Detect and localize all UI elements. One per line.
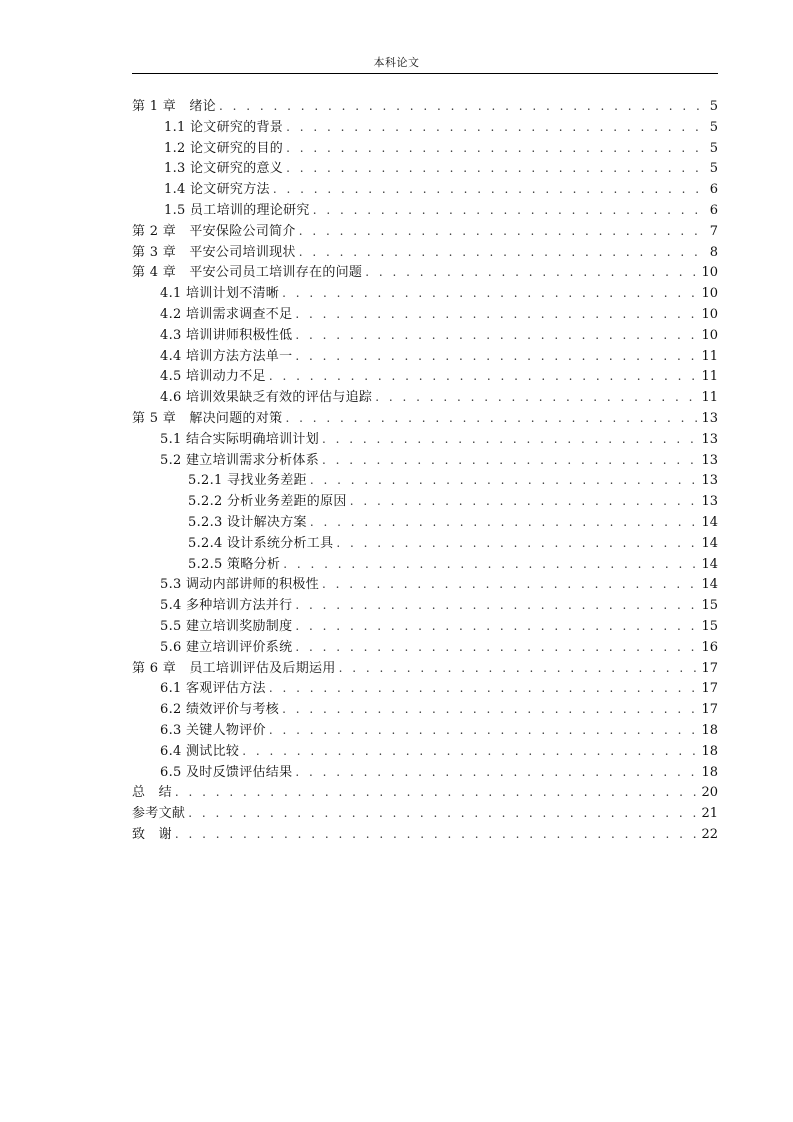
toc-entry[interactable]	[132, 741, 718, 762]
toc-dot-leader	[286, 117, 701, 138]
toc-dot-leader	[188, 803, 698, 824]
toc-entry[interactable]	[132, 138, 718, 159]
toc-dot-leader	[175, 782, 699, 803]
toc-entry[interactable]	[132, 824, 718, 845]
toc-entry-page-number: 14	[701, 535, 718, 551]
toc-entry[interactable]	[132, 429, 718, 450]
toc-dot-leader	[322, 429, 698, 450]
toc-entry[interactable]	[132, 574, 718, 595]
toc-entry-page-number: 13	[701, 410, 718, 426]
toc-entry-label: 6.2 绩效评价与考核	[160, 702, 280, 718]
toc-entry-page-number: 6	[709, 202, 718, 218]
toc-entry-label: 5.2.1 寻找业务差距	[188, 473, 307, 489]
toc-entry-page-number: 11	[701, 369, 718, 385]
toc-entry-label: 5.2 建立培训需求分析体系	[160, 452, 320, 468]
table-of-contents	[132, 96, 718, 845]
toc-entry-page-number: 18	[701, 722, 718, 738]
toc-entry-page-number: 11	[701, 348, 718, 364]
toc-entry-page-number: 5	[709, 99, 718, 114]
toc-dot-leader	[295, 637, 698, 658]
toc-entry[interactable]	[132, 200, 718, 221]
toc-entry-label: 第 5 章 解决问题的对策	[132, 410, 283, 426]
toc-entry-label: 5.1 结合实际明确培训计划	[160, 431, 320, 447]
toc-dot-leader	[299, 242, 701, 263]
toc-entry[interactable]	[132, 325, 718, 346]
toc-dot-leader	[375, 387, 698, 408]
toc-entry-label: 1.5 员工培训的理论研究	[164, 202, 310, 218]
toc-dot-leader	[295, 616, 698, 637]
toc-entry-page-number: 13	[701, 452, 718, 468]
toc-entry[interactable]	[132, 595, 718, 616]
toc-dot-leader	[242, 741, 698, 762]
toc-entry-label: 第 4 章 平安公司员工培训存在的问题	[132, 265, 363, 281]
toc-entry-label: 参考文献	[132, 806, 186, 822]
toc-entry[interactable]	[132, 221, 718, 242]
toc-entry[interactable]	[132, 283, 718, 304]
toc-entry[interactable]	[132, 470, 718, 491]
toc-entry[interactable]	[132, 158, 718, 179]
toc-entry[interactable]	[132, 179, 718, 200]
toc-entry[interactable]	[132, 512, 718, 533]
toc-entry-label: 6.3 关键人物评价	[160, 722, 266, 738]
toc-entry-label: 第 2 章 平安保险公司简介	[132, 223, 296, 239]
toc-entry-page-number: 17	[701, 660, 718, 676]
toc-entry-page-number: 13	[701, 473, 718, 489]
toc-entry[interactable]	[132, 782, 718, 803]
toc-entry-label: 6.1 客观评估方法	[160, 681, 266, 697]
toc-dot-leader	[299, 221, 701, 242]
toc-dot-leader	[295, 325, 698, 346]
toc-dot-leader	[295, 762, 698, 783]
toc-entry-label: 1.4 论文研究方法	[164, 182, 270, 198]
toc-entry-page-number: 8	[709, 244, 718, 260]
page-header-title: 本科论文	[373, 56, 420, 69]
toc-entry-page-number: 5	[709, 119, 718, 135]
toc-entry[interactable]	[132, 262, 718, 283]
toc-dot-leader	[282, 699, 698, 720]
toc-entry-label: 5.2.4 设计系统分析工具	[188, 535, 334, 551]
toc-entry-page-number: 7	[709, 223, 718, 239]
toc-entry[interactable]	[132, 117, 718, 138]
toc-entry-label: 4.4 培训方法方法单一	[160, 348, 293, 364]
toc-entry-label: 5.5 建立培训奖励制度	[160, 618, 293, 634]
toc-dot-leader	[310, 512, 699, 533]
toc-entry[interactable]	[132, 491, 718, 512]
toc-entry-label: 4.5 培训动力不足	[160, 369, 266, 385]
toc-entry-page-number: 11	[701, 390, 718, 406]
toc-entry-label: 总 结	[132, 785, 172, 801]
toc-dot-leader	[219, 96, 701, 117]
toc-entry-page-number: 16	[701, 639, 718, 655]
toc-entry-label: 4.1 培训计划不清晰	[160, 286, 280, 302]
toc-entry-label: 致 谢	[132, 826, 172, 842]
toc-entry-label: 5.3 调动内部讲师的积极性	[160, 577, 320, 593]
toc-entry-page-number: 18	[701, 743, 718, 759]
toc-entry-page-number: 5	[709, 140, 718, 156]
toc-entry-label: 1.3 论文研究的意义	[164, 161, 284, 177]
toc-entry-page-number: 10	[701, 286, 718, 302]
toc-entry-page-number: 14	[701, 577, 718, 593]
toc-dot-leader	[286, 138, 701, 159]
toc-dot-leader	[339, 658, 699, 679]
toc-dot-leader	[285, 408, 698, 429]
toc-dot-leader	[295, 346, 698, 367]
toc-entry[interactable]	[132, 554, 718, 575]
toc-dot-leader	[269, 366, 699, 387]
toc-dot-leader	[269, 720, 699, 741]
toc-dot-leader	[295, 304, 698, 325]
toc-entry[interactable]	[132, 637, 718, 658]
toc-entry[interactable]	[132, 242, 718, 263]
toc-entry-page-number: 15	[701, 618, 718, 634]
toc-entry-label: 4.2 培训需求调查不足	[160, 306, 293, 322]
toc-entry-label: 6.4 测试比较	[160, 743, 240, 759]
toc-entry-label: 4.6 培训效果缺乏有效的评估与追踪	[160, 390, 373, 406]
toc-entry-label: 1.2 论文研究的目的	[164, 140, 284, 156]
toc-entry-page-number: 5	[709, 161, 718, 177]
toc-dot-leader	[313, 200, 701, 221]
toc-entry[interactable]	[132, 678, 718, 699]
toc-entry-page-number: 10	[701, 306, 718, 322]
toc-entry-page-number: 18	[701, 764, 718, 780]
toc-entry[interactable]	[132, 533, 718, 554]
toc-entry[interactable]	[132, 96, 718, 117]
toc-entry-page-number: 13	[701, 431, 718, 447]
header-rule	[132, 73, 718, 74]
toc-entry-label: 第 3 章 平安公司培训现状	[132, 244, 296, 260]
toc-entry-label: 5.2.5 策略分析	[188, 556, 281, 572]
toc-dot-leader	[322, 574, 698, 595]
toc-entry-page-number: 22	[701, 826, 718, 842]
toc-dot-leader	[310, 470, 699, 491]
toc-entry-page-number: 10	[701, 265, 718, 281]
toc-entry-label: 1.1 论文研究的背景	[164, 119, 284, 135]
toc-dot-leader	[350, 491, 699, 512]
toc-entry[interactable]	[132, 387, 718, 408]
toc-entry[interactable]	[132, 699, 718, 720]
toc-entry-label: 第 1 章 绪论	[132, 99, 216, 114]
toc-dot-leader	[282, 283, 698, 304]
toc-entry-page-number: 20	[701, 785, 718, 801]
toc-entry[interactable]	[132, 408, 718, 429]
toc-dot-leader	[283, 554, 698, 575]
toc-dot-leader	[175, 824, 699, 845]
toc-entry-page-number: 10	[701, 327, 718, 343]
toc-entry-page-number: 15	[701, 598, 718, 614]
toc-dot-leader	[273, 179, 701, 200]
toc-entry-label: 6.5 及时反馈评估结果	[160, 764, 293, 780]
toc-entry-label: 5.2.3 设计解决方案	[188, 514, 307, 530]
toc-entry-label: 4.3 培训讲师积极性低	[160, 327, 293, 343]
toc-entry[interactable]	[132, 720, 718, 741]
toc-entry[interactable]	[132, 346, 718, 367]
toc-entry[interactable]	[132, 616, 718, 637]
toc-entry[interactable]	[132, 658, 718, 679]
toc-entry-page-number: 14	[701, 556, 718, 572]
toc-dot-leader	[286, 158, 701, 179]
toc-entry-page-number: 17	[701, 681, 718, 697]
toc-entry-label: 5.6 建立培训评价系统	[160, 639, 293, 655]
toc-entry-label: 5.4 多种培训方法并行	[160, 598, 293, 614]
toc-entry-page-number: 17	[701, 702, 718, 718]
toc-entry[interactable]	[132, 450, 718, 471]
toc-entry[interactable]	[132, 366, 718, 387]
toc-entry-page-number: 14	[701, 514, 718, 530]
toc-dot-leader	[365, 262, 698, 283]
toc-entry[interactable]	[132, 803, 718, 824]
toc-entry[interactable]	[132, 304, 718, 325]
toc-entry-label: 第 6 章 员工培训评估及后期运用	[132, 660, 336, 676]
toc-entry-label: 5.2.2 分析业务差距的原因	[188, 494, 347, 510]
toc-entry-page-number: 21	[701, 806, 718, 822]
toc-dot-leader	[269, 678, 699, 699]
toc-dot-leader	[336, 533, 698, 554]
toc-entry-page-number: 6	[709, 182, 718, 198]
toc-entry[interactable]	[132, 762, 718, 783]
toc-entry-page-number: 13	[701, 494, 718, 510]
toc-dot-leader	[295, 595, 698, 616]
toc-dot-leader	[322, 450, 698, 471]
